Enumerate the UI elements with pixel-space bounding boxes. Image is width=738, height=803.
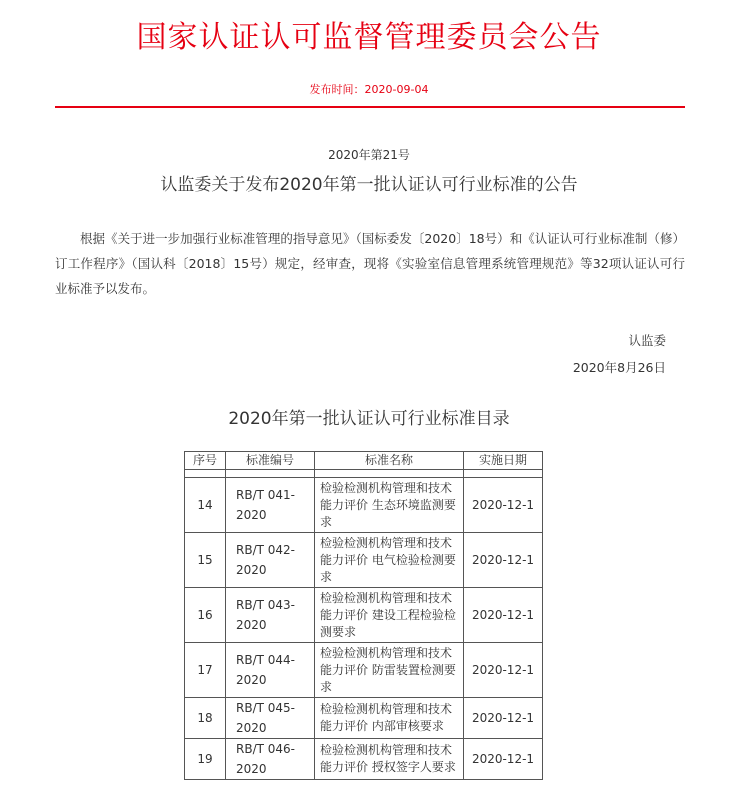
catalog-title: 2020年第一批认证认可行业标准目录: [228, 409, 510, 429]
notice-number: 2020年第21号: [328, 148, 410, 162]
cell-code: RB/T 045-2020: [226, 698, 315, 739]
col-header-code: 标准编号: [226, 452, 315, 470]
table-row: [185, 698, 543, 739]
cell-code: RB/T 044-2020: [226, 643, 315, 698]
cell-seq: 17: [185, 643, 226, 698]
table-row: [185, 588, 543, 643]
publish-label: 发布时间：: [309, 83, 365, 96]
cell-code: RB/T 043-2020: [226, 588, 315, 643]
cell-seq: 19: [185, 739, 226, 780]
cell-seq: 16: [185, 588, 226, 643]
table-row: [185, 643, 543, 698]
publish-date: 2020-09-04: [364, 83, 429, 96]
header-divider: [55, 106, 685, 108]
col-header-seq: 序号: [185, 452, 226, 470]
cell-name: 检验检测机构管理和技术能力评价 电气检验检测要求: [315, 533, 464, 588]
cell-code: RB/T 046-2020: [226, 739, 315, 780]
cell-date: 2020-12-1: [464, 643, 543, 698]
standards-table: [184, 451, 543, 780]
cell-name: 检验检测机构管理和技术能力评价 防雷装置检测要求: [315, 643, 464, 698]
table-header-row: [185, 452, 543, 470]
notice-heading: 认监委关于发布2020年第一批认证认可行业标准的公告: [160, 175, 578, 195]
cell-code: RB/T 041-2020: [226, 478, 315, 533]
cell-date: 2020-12-1: [464, 739, 543, 780]
cell-code: RB/T 042-2020: [226, 533, 315, 588]
cell-name: 检验检测机构管理和技术能力评价 生态环境监测要求: [315, 478, 464, 533]
table-spacer-row: [185, 470, 543, 478]
cell-date: 2020-12-1: [464, 588, 543, 643]
cell-name: 检验检测机构管理和技术能力评价 建设工程检验检测要求: [315, 588, 464, 643]
col-header-date: 实施日期: [464, 452, 543, 470]
notice-body: 根据《关于进一步加强行业标准管理的指导意见》（国标委发〔2020〕18号）和《认证认可行业标准制（修）订工作程序》（国认科〔2018〕15号）规定，经审查，现将《实验室信息管理系统管理规范》等32项认证认可行业标准予以发布。: [55, 231, 685, 296]
signature-date: 2020年8月26日: [572, 360, 666, 375]
col-header-name: 标准名称: [315, 452, 464, 470]
table-row: [185, 533, 543, 588]
signature-org: 认监委: [628, 333, 666, 348]
cell-seq: 15: [185, 533, 226, 588]
cell-date: 2020-12-1: [464, 533, 543, 588]
cell-seq: 18: [185, 698, 226, 739]
cell-name: 检验检测机构管理和技术能力评价 授权签字人要求: [315, 739, 464, 780]
cell-date: 2020-12-1: [464, 698, 543, 739]
page-title: 国家认证认可监督管理委员会公告: [136, 20, 602, 55]
cell-name: 检验检测机构管理和技术能力评价 内部审核要求: [315, 698, 464, 739]
publish-time: [0, 81, 738, 97]
table-row: [185, 478, 543, 533]
cell-date: 2020-12-1: [464, 478, 543, 533]
cell-seq: 14: [185, 478, 226, 533]
table-row: [185, 739, 543, 780]
